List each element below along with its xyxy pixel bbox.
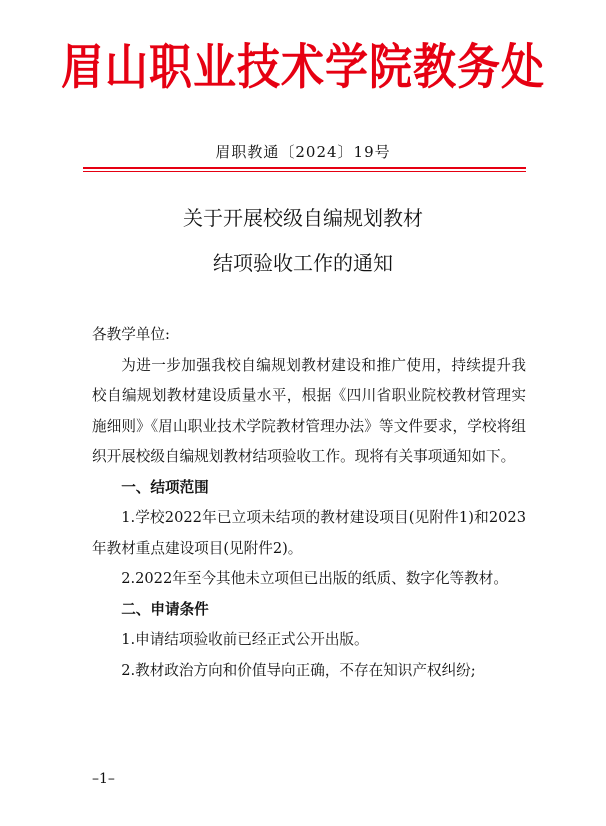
document-title-line-2: 结项验收工作的通知: [213, 251, 393, 275]
intro-paragraph: 为进一步加强我校自编规划教材建设和推广使用，持续提升我校自编规划教材建设质量水平，根据《四川省职业院校教材管理实施细则》《眉山职业技术学院教材管理办法》等文件要求，学校将组织开展校级自编规划教材结项验收工作。现将有关事项通知如下。: [92, 356, 526, 465]
section-1-item-2: 2.2022年至今其他未立项但已出版的纸质、数字化等教材。: [121, 570, 508, 587]
document-number: 眉职教通〔2024〕19号: [215, 143, 391, 161]
section-1-heading: 一、结项范围: [121, 478, 209, 496]
page-number: –1–: [92, 771, 115, 787]
document-title-line-1: 关于开展校级自编规划教材: [183, 206, 423, 230]
document-body: [92, 320, 526, 686]
salutation: 各教学单位:: [92, 326, 170, 343]
red-divider-line-thin: [83, 171, 526, 172]
section-2-item-1: 1.申请结项验收前已经正式公开出版。: [121, 631, 369, 648]
section-1-item-1: 1.学校2022年已立项未结项的教材建设项目(见附件1)和2023年教材重点建设项目(见附件2)。: [92, 509, 526, 557]
section-2-heading: 二、申请条件: [121, 600, 209, 618]
red-divider-line: [83, 167, 526, 169]
institution-header: 眉山职业技术学院教务处: [61, 40, 545, 96]
section-2-item-2: 2.教材政治方向和价值导向正确，不存在知识产权纠纷;: [121, 661, 476, 679]
